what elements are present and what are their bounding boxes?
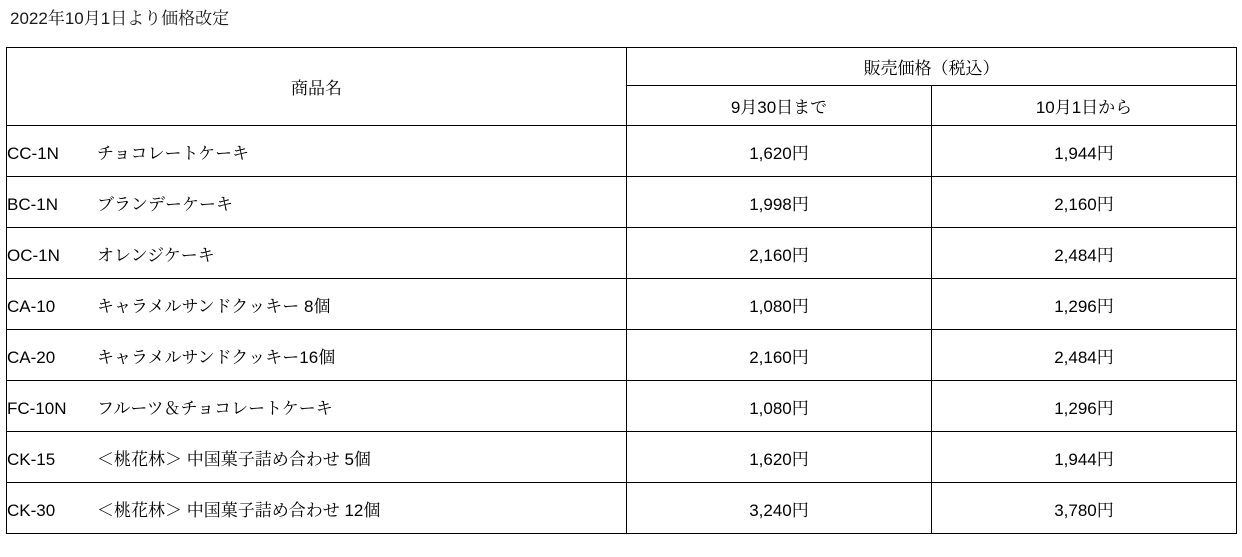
header-price-after: 10月1日から [932,86,1237,126]
cell-price-before: 3,240円 [627,483,932,534]
product-name: キャラメルサンドクッキー 8個 [97,296,331,316]
cell-product-name [7,483,627,534]
table-header [7,48,1237,126]
cell-price-after: 2,484円 [932,228,1237,279]
table-body [7,126,1237,534]
cell-product-name [7,126,627,177]
product-name: ブランデーケーキ [97,194,233,214]
cell-price-before: 1,620円 [627,432,932,483]
product-name: キャラメルサンドクッキー16個 [97,347,336,367]
cell-price-after: 1,296円 [932,279,1237,330]
header-price-group: 販売価格（税込） [627,48,1237,86]
cell-product-name [7,228,627,279]
cell-price-before: 2,160円 [627,330,932,381]
cell-price-after: 2,484円 [932,330,1237,381]
product-name: オレンジケーキ [97,245,215,265]
cell-price-before: 1,080円 [627,279,932,330]
cell-price-after: 1,296円 [932,381,1237,432]
cell-product-name [7,330,627,381]
cell-product-name [7,432,627,483]
table-row [7,279,1237,330]
table-row [7,228,1237,279]
product-code: CK-30 [7,500,56,520]
price-table [6,47,1237,534]
table-row [7,177,1237,228]
cell-price-before: 1,998円 [627,177,932,228]
header-price-before: 9月30日まで [627,86,932,126]
product-code: CK-15 [7,449,56,469]
table-row [7,381,1237,432]
cell-price-before: 1,080円 [627,381,932,432]
price-table-container [6,47,1236,534]
table-row [7,330,1237,381]
cell-product-name [7,279,627,330]
table-row [7,483,1237,534]
cell-product-name [7,177,627,228]
cell-price-after: 2,160円 [932,177,1237,228]
product-code: CA-10 [7,296,56,316]
table-row [7,126,1237,177]
cell-product-name [7,381,627,432]
cell-price-after: 1,944円 [932,432,1237,483]
product-code: OC-1N [7,245,60,265]
cell-price-before: 2,160円 [627,228,932,279]
product-name: ＜桃花林＞ 中国菓子詰め合わせ 12個 [97,500,381,520]
product-code: CA-20 [7,347,56,367]
product-name: ＜桃花林＞ 中国菓子詰め合わせ 5個 [97,449,371,469]
cell-price-after: 1,944円 [932,126,1237,177]
table-header-row-1 [7,48,1237,86]
product-name: チョコレートケーキ [97,143,250,163]
cell-price-after: 3,780円 [932,483,1237,534]
product-code: CC-1N [7,143,59,163]
table-row [7,432,1237,483]
product-code: BC-1N [7,194,59,214]
cell-price-before: 1,620円 [627,126,932,177]
product-name: フルーツ＆チョコレートケーキ [97,398,333,418]
price-revision-notice: 2022年10月1日より価格改定 [10,9,230,28]
product-code: FC-10N [7,398,67,418]
header-product-name: 商品名 [7,48,627,126]
